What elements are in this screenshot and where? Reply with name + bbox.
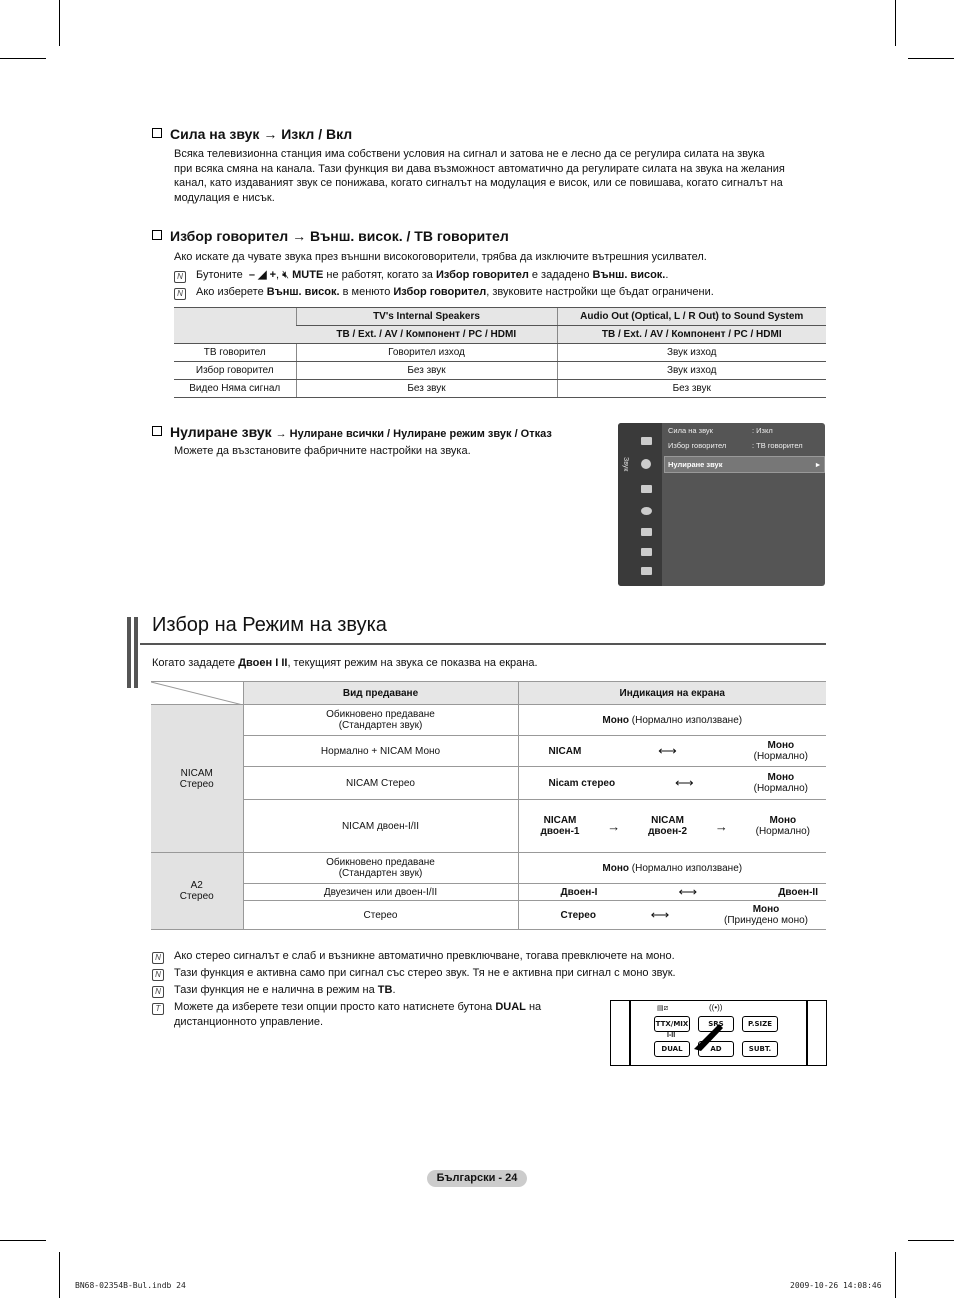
right-arrow-icon: → (607, 818, 621, 834)
osd-sidebar (618, 423, 662, 586)
diagonal-line (151, 682, 243, 705)
note-tv-mode: N Тази функция не е налична в режим на ТВ. (152, 983, 396, 998)
section-body-speaker: Ако искате да чувате звука през външни високоговорители, трябва да изключите вътрешния усилвател. (174, 251, 707, 263)
note-speaker-2: N Ако изберете Външ. висок. в менюто Избор говорител, звуковите настройки ще бъдат ограничени. (174, 285, 714, 300)
table-cell: Нормално + NICAM Моно (243, 736, 518, 767)
ttx-mix-button[interactable]: TTX/MIX (654, 1016, 690, 1032)
print-slug-left: BN68-02354B-Bul.indb 24 (75, 1281, 186, 1290)
setup-icon (641, 507, 652, 515)
title-bar-accent (127, 617, 131, 688)
crop-mark (0, 1240, 46, 1241)
note-speaker-1: N Бутоните – ◢ +, 🔇︎ MUTE не работят, когато за Избор говорител е зададено Външ. висок.. (174, 268, 668, 283)
osd-side-label: Звук (622, 457, 629, 472)
osd-row: Нулиране звук ▸ (668, 460, 820, 469)
srs-icon: ((•)) (709, 1003, 723, 1012)
sound-mode-table (151, 681, 826, 930)
table-cell: Говорител изход (296, 344, 557, 362)
speaker-table (174, 307, 826, 398)
table-row (151, 767, 826, 800)
section-heading-reset: Нулиране звук → Нулиране всички / Нулиране режим звук / Отказ (152, 424, 552, 440)
table-row (174, 344, 826, 362)
bidirectional-arrow-icon: ⟷ (675, 775, 694, 790)
section-heading-volume: Сила на звук → Изкл / Вкл (152, 126, 352, 142)
table-cell: Моно (Нормално използване) (518, 705, 826, 736)
note-dual-button: T Можете да изберете тези опции просто като натиснете бутона DUAL на (152, 1000, 541, 1015)
table-cell: Без звук (296, 362, 557, 380)
support-icon (641, 567, 652, 575)
group-label: NICAM Стерео (151, 705, 243, 853)
table-row (151, 736, 826, 767)
table-cell: Nicam стерео ⟷ Моно (Нормално) (518, 767, 826, 800)
intro-text: Когато зададете Двоен I II, текущият режим на звука се показва на екрана. (152, 657, 538, 669)
input-icon (641, 528, 652, 536)
srs-button[interactable]: SRS (698, 1016, 734, 1032)
table-cell: NICAM Стерео (243, 767, 518, 800)
tip-icon: T (152, 1003, 164, 1015)
table-cell: Без звук (296, 380, 557, 398)
table-cell: Избор говорител (174, 362, 296, 380)
note-icon: N (152, 986, 164, 998)
ad-button[interactable]: AD (698, 1041, 734, 1057)
table-row (151, 853, 826, 884)
table-row (151, 884, 826, 901)
table-cell: Без звук (557, 380, 826, 398)
pointer-hand-icon (689, 1019, 729, 1053)
table-corner (174, 308, 296, 344)
crop-mark (895, 1252, 896, 1298)
title-bar-accent (134, 617, 138, 688)
crop-mark (895, 0, 896, 46)
crop-mark (0, 58, 46, 59)
table-row (174, 362, 826, 380)
table-cell: Обикновено предаване (Стандартен звук) (243, 705, 518, 736)
note-icon: N (174, 288, 186, 300)
osd-row: Избор говорител : ТВ говорител (668, 441, 803, 450)
note-icon: N (152, 969, 164, 981)
bidirectional-arrow-icon: ⟷ (650, 907, 670, 922)
table-cell: Звук изход (557, 344, 826, 362)
note-icon: N (174, 271, 186, 283)
crop-mark (59, 1252, 60, 1298)
page-number-badge: Български - 24 (427, 1170, 527, 1187)
checkbox-bullet-icon (152, 230, 162, 240)
subt-button[interactable]: SUBT. (742, 1041, 778, 1057)
bidirectional-arrow-icon: ⟷ (658, 743, 677, 758)
osd-menu-screenshot (618, 423, 825, 586)
title-rule (140, 643, 826, 645)
checkbox-bullet-icon (152, 426, 162, 436)
mute-icon: 🔇︎ (282, 269, 290, 281)
table-row (151, 705, 826, 736)
note-stereo-only: N Тази функция е активна само при сигнал със стерео звук. Тя не е активна при сигнал с моно звук. (152, 966, 676, 981)
section-body-reset: Можете да възстановите фабричните настройки на звука. (174, 445, 471, 457)
table-cell: Видео Няма сигнал (174, 380, 296, 398)
page-title: Избор на Режим на звука (152, 614, 387, 636)
table-row (151, 800, 826, 853)
section-heading-speaker: Избор говорител → Външ. висок. / ТВ говорител (152, 228, 509, 244)
group-label: A2 Стерео (151, 853, 243, 930)
table-header: TV's Internal Speakers (296, 308, 557, 326)
picture-icon (641, 437, 652, 445)
section-body-volume: Всяка телевизионна станция има собствени условия на сигнал и затова не е лесно да се регулира силата на звука при всяка смяна на канала. Тази функция ви дава възможност автоматично да регулирате силата на звука на желания канал, като издаваният звук се понижава, когато сигналът на модулация е висок, или се повишава, когато сигналът на модулация е нисък. (174, 148, 785, 204)
sound-icon (641, 459, 651, 469)
teletext-icon: ▤⧄ (657, 1005, 669, 1012)
channel-icon (641, 485, 652, 493)
osd-row: Сила на звук : Изкл (668, 426, 773, 435)
table-cell: NICAM двоен-I/II (243, 800, 518, 853)
table-cell: ТВ говорител (174, 344, 296, 362)
application-icon (641, 548, 652, 556)
table-row (174, 380, 826, 398)
checkbox-bullet-icon (152, 128, 162, 138)
table-header: Вид предаване (243, 682, 518, 705)
table-cell: Моно (Нормално използване) (518, 853, 826, 884)
crop-mark (908, 1240, 954, 1241)
remote-edge (629, 1001, 631, 1065)
table-header: Индикация на екрана (518, 682, 826, 705)
bidirectional-arrow-icon: ⟷ (678, 884, 698, 899)
table-subheader: ТВ / Ext. / AV / Компонент / PC / HDMI (296, 326, 557, 344)
psize-button[interactable]: P.SIZE (742, 1016, 778, 1032)
note-dual-button-line2: дистанционното управление. (174, 1016, 324, 1028)
right-arrow-icon: → (714, 818, 728, 834)
crop-mark (908, 58, 954, 59)
remote-illustration (610, 1000, 827, 1066)
note-icon: N (152, 952, 164, 964)
remote-edge (806, 1001, 808, 1065)
table-cell: Звук изход (557, 362, 826, 380)
table-header: Audio Out (Optical, L / R Out) to Sound System (557, 308, 826, 326)
table-corner (151, 682, 243, 705)
dual-button[interactable]: DUAL (654, 1041, 690, 1057)
table-cell: Двуезичен или двоен-I/II (243, 884, 518, 901)
print-slug-right: 2009-10-26 14:08:46 (790, 1281, 882, 1290)
table-cell: Стерео ⟷ Моно (Принудено моно) (518, 901, 826, 930)
table-cell: NICAM ⟷ Моно (Нормално) (518, 736, 826, 767)
table-cell: Обикновено предаване (Стандартен звук) (243, 853, 518, 884)
table-subheader: ТВ / Ext. / AV / Компонент / PC / HDMI (557, 326, 826, 344)
table-cell: NICAM двоен-1 → NICAM двоен-2 → Моно (Нормално) (518, 800, 826, 853)
note-mono: N Ако стерео сигналът е слаб и възникне автоматично превключване, тогава превключете на моно. (152, 949, 675, 964)
crop-mark (59, 0, 60, 46)
table-cell: Стерео (243, 901, 518, 930)
dual-label: I-II (667, 1032, 676, 1039)
table-row (151, 901, 826, 930)
table-cell: Двоен-I ⟷ Двоен-II (518, 884, 826, 901)
